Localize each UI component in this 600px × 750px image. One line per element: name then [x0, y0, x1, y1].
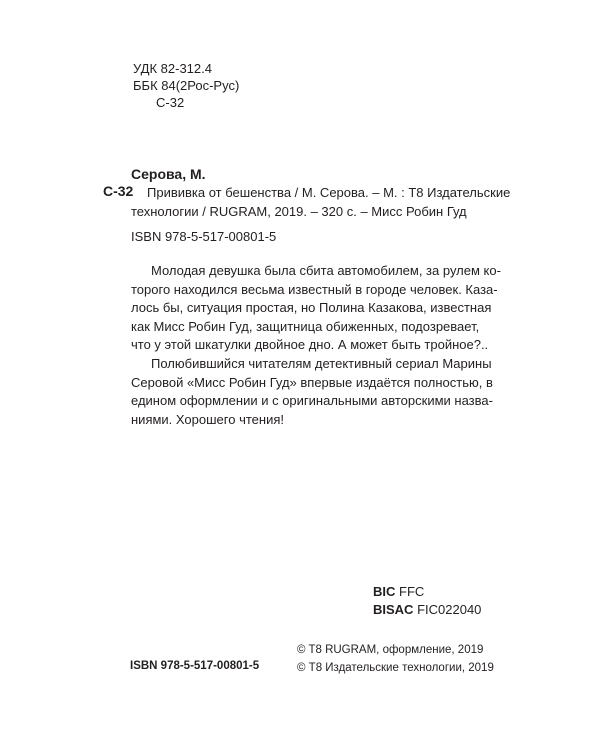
annotation-line: лось бы, ситуация простая, но Полина Казакова, известная — [131, 300, 492, 315]
annotation-paragraph-1 — [131, 262, 501, 355]
bisac-code — [373, 600, 481, 619]
annotation-paragraph-2 — [131, 355, 493, 429]
isbn-top: ISBN 978-5-517-00801-5 — [131, 229, 277, 244]
author-sign: С-32 — [156, 95, 185, 110]
udk-block — [133, 60, 239, 111]
bisac-label: BISAC — [373, 602, 414, 617]
catalog-code: С-32 — [103, 183, 134, 199]
annotation-line: ниями. Хорошего чтения! — [131, 411, 284, 427]
annotation-line: что у этой шкатулки двойное дно. А может быть тройное?.. — [131, 337, 489, 352]
bib-line: технологии / RUGRAM, 2019. – 320 с. – Мисс Робин Гуд — [131, 204, 467, 219]
bisac-value: FIC022040 — [417, 602, 482, 617]
bic-code — [373, 582, 424, 601]
annotation-line: Серовой «Мисс Робин Гуд» впервые издаётся полностью, в — [131, 374, 493, 390]
annotation-line: как Мисс Робин Гуд, защитница обиженных, подозревает, — [131, 318, 480, 334]
bib-line: Прививка от бешенства / М. Серова. – М. : Т8 Издательские — [147, 185, 511, 200]
annotation-line: Молодая девушка была сбита автомобилем, за рулем ко- — [151, 263, 501, 278]
author-heading: Серова, М. — [131, 166, 206, 182]
udk-code: УДК 82-312.4 — [133, 61, 212, 76]
isbn-bottom: ISBN 978-5-517-00801-5 — [130, 660, 260, 672]
annotation-line: едином оформлении и с оригинальными авторскими назва- — [131, 393, 493, 408]
annotation-line: торого находился весьма известный в городе человек. Каза- — [131, 281, 498, 297]
copyright-publisher: © Т8 Издательские технологии, 2019 — [297, 662, 494, 674]
bic-value: FFC — [399, 584, 425, 599]
bic-label: BIC — [373, 584, 396, 599]
bibliographic-description — [131, 183, 511, 221]
bbk-code: ББК 84(2Рос-Рус) — [133, 78, 240, 93]
copyright-design: © T8 RUGRAM, оформление, 2019 — [297, 644, 484, 656]
annotation-line: Полюбившийся читателям детективный сериал Марины — [151, 356, 492, 371]
